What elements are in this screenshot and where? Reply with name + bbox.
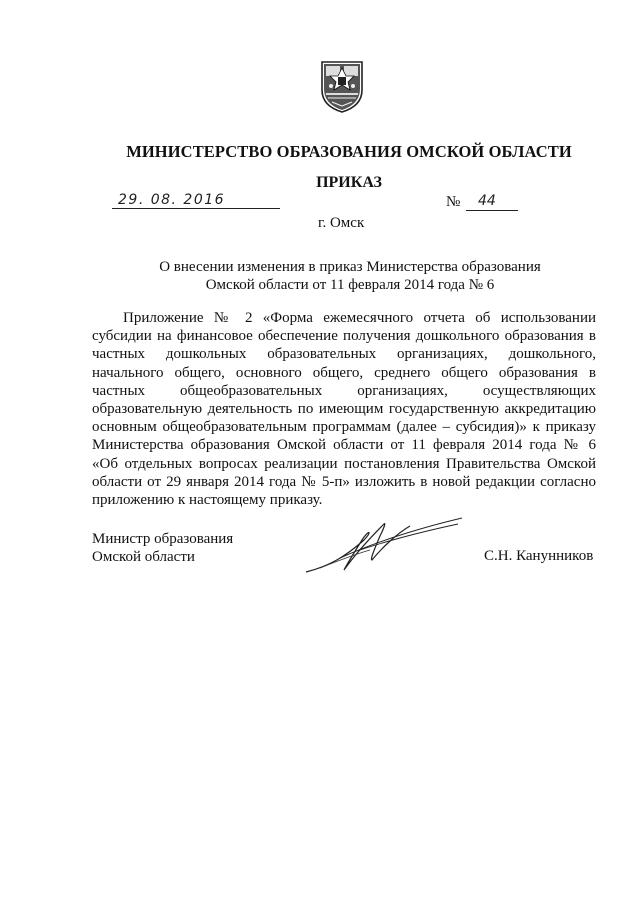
body-line: основным общеобразовательным программам (далее – субсидия)» к приказу: [92, 419, 596, 436]
document-type: ПРИКАЗ: [316, 174, 382, 191]
ministry-title: МИНИСТЕРСТВО ОБРАЗОВАНИЯ ОМСКОЙ ОБЛАСТИ: [126, 142, 572, 161]
number-label: №: [446, 194, 461, 210]
order-subject: [120, 258, 580, 294]
number-underline: [466, 210, 518, 211]
handwritten-number: 44: [478, 193, 496, 209]
order-body: [92, 309, 596, 509]
body-line: начального общего, основного общего, среднего общего образования в: [92, 364, 596, 381]
signer-title: [92, 530, 233, 566]
city: г. Омск: [318, 215, 365, 231]
body-line: приложению к настоящему приказу.: [92, 491, 323, 508]
signer-title-line: Министр образования: [92, 531, 234, 547]
body-line: области от 29 января 2014 года № 5-п» изложить в новой редакции согласно: [92, 473, 596, 490]
body-line: «Об отдельных вопросах реализации постановления Правительства Омской: [92, 455, 596, 472]
body-line: частных общеобразовательных организациях, осуществляющих: [92, 382, 596, 399]
signer-title-line: Омской области: [92, 549, 195, 565]
handwritten-date: 29. 08. 2016: [118, 192, 226, 208]
body-line: частных дошкольных образовательных организациях, дошкольного,: [92, 346, 596, 363]
date-underline: [112, 208, 280, 209]
signer-name: С.Н. Канунников: [484, 548, 594, 564]
subject-line: О внесении изменения в приказ Министерства образования: [159, 259, 541, 275]
body-line: Министерства образования Омской области от 11 февраля 2014 года № 6: [92, 437, 596, 454]
coat-of-arms-icon: [320, 60, 364, 114]
handwritten-signature: [300, 510, 470, 580]
body-line: субсидии на финансовое обеспечение получения дошкольного образования в: [92, 328, 596, 345]
subject-line: Омской области от 11 февраля 2014 года № 6: [205, 277, 495, 293]
body-line: образовательную деятельность по имеющим государственную аккредитацию: [92, 400, 596, 417]
body-line: Приложение № 2 «Форма ежемесячного отчета об использовании: [123, 310, 596, 326]
